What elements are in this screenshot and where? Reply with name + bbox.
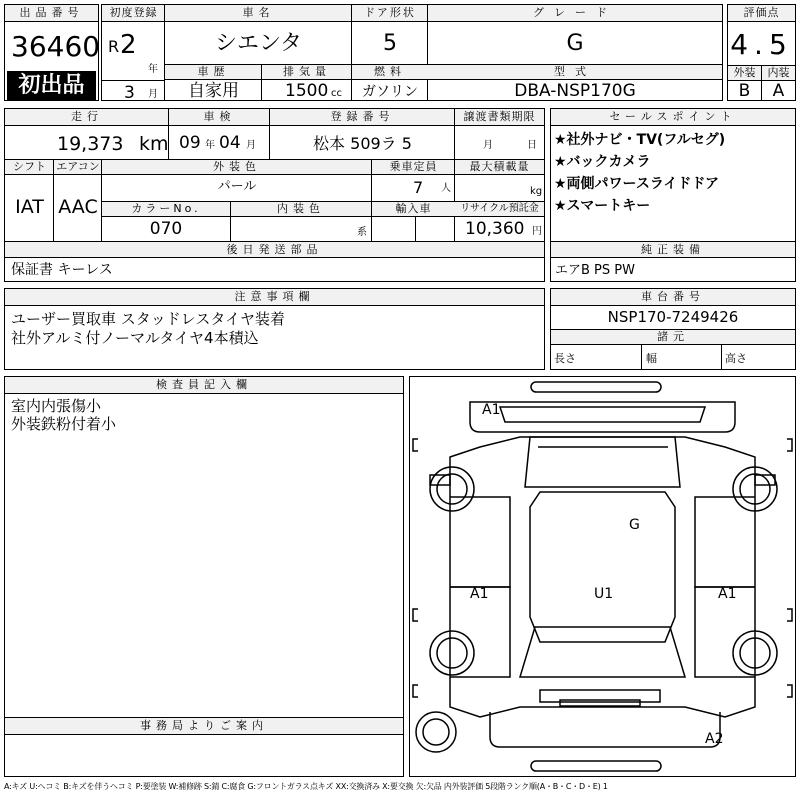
shift-label: シフト [5,160,54,175]
mark-u1: U1 [594,586,614,602]
notes-line-1: ユーザー買取車 スタッドレスタイヤ装着 [11,310,286,328]
ext-grade-label: 外装 [728,66,761,81]
genuine-label: 純正装備 [551,242,795,258]
fuel-value: ガソリン [362,84,418,100]
lot-box [4,4,99,101]
mileage-value: 19,373 [57,133,124,155]
name-label: 車名 [165,5,352,22]
sales-points-box [550,108,796,242]
ext-grade-value: B [738,81,751,101]
notes-label: 注意事項欄 [5,289,544,306]
fuel-label: 燃料 [352,65,428,80]
legend-text: A:キズ U:ヘコミ B:キズを伴うヘコミ P:要塗装 W:補修跡 S:錆 C:腐食 G:フロントガラス点キズ XX:交換済み X:要交換 欠:欠品 内外装評価 5段階ランク順(A・B・C・D・E) 1 [4,782,608,791]
recycle-label: リサイクル預託金 [455,202,544,217]
genuine-box [550,241,796,282]
inspection-month: 04 [219,133,241,153]
dims-label: 諸元 [551,330,795,345]
score-label: 評価点 [728,5,795,22]
int-grade-label: 内装 [762,66,795,81]
score-box [727,4,796,101]
seats-label: 乗車定員 [372,160,455,175]
dims-height: 高さ [725,352,747,365]
color-code-value: 070 [149,219,183,239]
model-label: 型式 [428,65,722,80]
aircon-label: エアコン [54,160,102,175]
dims-width: 幅 [646,352,657,365]
inspector-line-1: 室内内張傷小 [11,397,102,415]
import-label: 輸入車 [372,202,455,217]
inspector-box [4,376,404,718]
dims-length: 長さ [554,352,576,365]
lot-label: 出品番号 [5,5,98,22]
score-value: 4.5 [730,28,793,61]
model-value: DBA-NSP170G [514,81,636,101]
later-parts-value: 保証書 キーレス [11,262,113,278]
mileage-label: 走行 [5,109,169,126]
delivery-month-unit: 月 [483,140,493,151]
color-code-label: カラーNo. [102,202,230,217]
first-listing-badge: 初出品 [7,71,96,100]
car-name: シエンタ [214,31,303,56]
displacement-value: 1500 [285,81,329,101]
aircon-value: AAC [58,196,98,218]
mark-g: G [629,517,640,533]
load-label: 最大積載量 [455,160,544,175]
mileage-unit: km [139,133,169,155]
top-info-box [101,4,723,101]
doors-label: ドア形状 [352,5,428,22]
sales-point-4: ★スマートキー [554,198,651,214]
plate-label: 登録番号 [270,109,455,126]
inspector-label: 検査員記入欄 [5,377,403,394]
lot-number: 36460 [11,30,101,63]
color-value: パール [217,179,257,194]
reg-month-unit: 月 [148,89,158,100]
car-diagram-box [409,376,796,777]
inspection-year: 09 [179,133,201,153]
genuine-value: エアB PS PW [555,263,635,278]
int-grade-value: A [772,81,785,101]
sales-point-1: ★社外ナビ・TV(フルセグ) [554,132,726,148]
reg-era: R [108,37,120,56]
seats-value: 7 [413,178,424,197]
inspection-year-unit: 年 [205,140,215,151]
inspection-label: 車検 [169,109,270,126]
history-value: 自家用 [188,81,239,101]
chassis-label: 車台番号 [551,289,795,306]
notes-box [4,288,545,370]
mark-a2: A2 [705,731,724,747]
plate-value: 松本 509ラ 5 [313,134,412,153]
chassis-value: NSP170-7249426 [607,308,739,326]
sales-points-label: セールスポイント [551,109,795,126]
spec-box [4,108,545,242]
reg-year-unit: 年 [148,64,158,75]
office-box [4,717,404,777]
interior-suffix: 系 [357,227,367,238]
displacement-unit: cc [331,88,342,99]
recycle-unit: 円 [532,226,542,237]
sales-point-2: ★バックカメラ [554,154,651,170]
seats-unit: 人 [441,183,451,194]
later-parts-label: 後日発送部品 [5,242,544,258]
mark-a1-top: A1 [482,402,501,418]
mark-a1-right: A1 [718,586,737,602]
history-label: 車歴 [165,65,262,80]
interior-label: 内装色 [231,202,371,217]
reg-label: 初度登録 [102,5,165,22]
delivery-day-unit: 日 [527,140,537,151]
inspection-month-unit: 月 [246,140,256,151]
grade-label: グレード [428,5,722,22]
reg-year: 2 [120,30,137,60]
displacement-label: 排気量 [262,65,352,80]
grade-value: G [566,31,584,56]
sales-point-3: ★両側パワースライドドア [554,176,720,192]
office-label: 事務局よりご案内 [5,718,403,735]
delivery-label: 譲渡書類期限 [455,109,544,126]
reg-month: 3 [124,83,135,103]
doors-value: 5 [383,31,397,56]
color-label: 外装色 [102,160,372,175]
shift-value: IAT [15,196,44,218]
car-diagram [410,377,795,776]
notes-line-2: 社外アルミ付ノーマルタイヤ4本積込 [11,329,259,347]
load-unit: kg [530,186,543,197]
chassis-box [550,288,796,370]
inspector-line-2: 外装鉄粉付着小 [11,415,117,433]
mark-a1-left: A1 [470,586,489,602]
recycle-value: 10,360 [465,219,525,239]
later-parts-box [4,241,545,282]
